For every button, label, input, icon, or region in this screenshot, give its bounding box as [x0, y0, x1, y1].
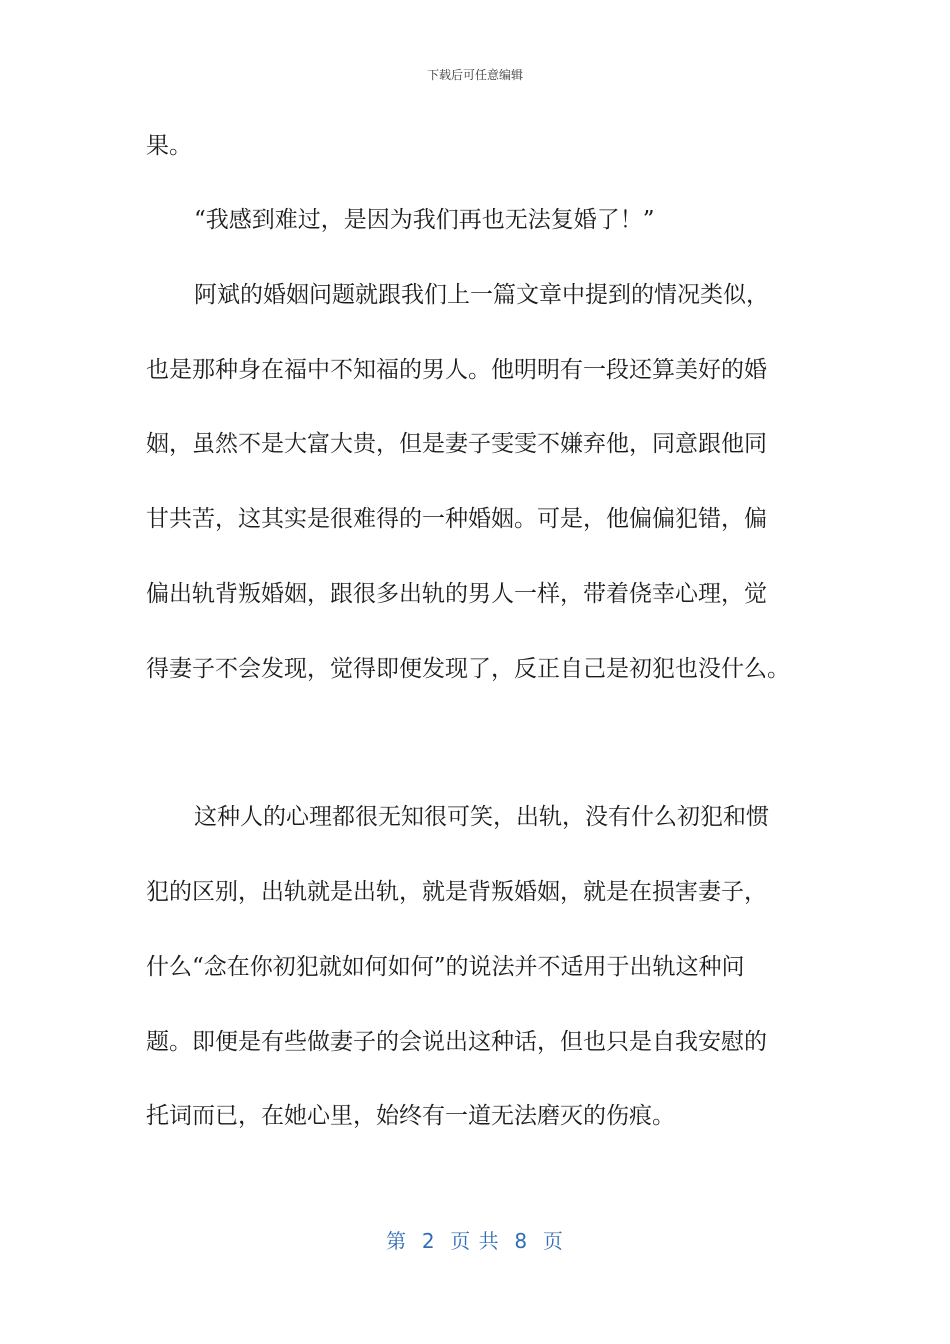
text-line: 姻，虽然不是大富大贵，但是妻子雯雯不嫌弃他，同意跟他同: [146, 431, 767, 457]
text-line: 也是那种身在福中不知福的男人。他明明有一段还算美好的婚: [146, 357, 767, 383]
text-line: 什么“念在你初犯就如何如何”的说法并不适用于出轨这种问: [146, 954, 745, 980]
text-line: 得妻子不会发现，觉得即便发现了，反正自己是初犯也没什么。: [146, 656, 790, 682]
text-line: 果。: [146, 133, 192, 159]
text-line: 甘共苦，这其实是很难得的一种婚姻。可是，他偏偏犯错，偏: [146, 506, 767, 532]
header-note: 下载后可任意编辑: [426, 68, 523, 82]
text-line: 偏出轨背叛婚姻，跟很多出轨的男人一样，带着侥幸心理，觉: [146, 581, 767, 607]
text-line: 这种人的心理都很无知很可笑，出轨，没有什么初犯和惯: [194, 804, 769, 830]
text-line: 托词而已，在她心里，始终有一道无法磨灭的伤痕。: [146, 1103, 675, 1129]
text-line: 题。即便是有些做妻子的会说出这种话，但也只是自我安慰的: [146, 1029, 767, 1055]
text-line: 犯的区别，出轨就是出轨，就是背叛婚姻，就是在损害妻子，: [146, 879, 767, 905]
page-number-footer: 第 2 页 共 8 页: [386, 1229, 564, 1253]
text-line: 阿斌的婚姻问题就跟我们上一篇文章中提到的情况类似，: [194, 282, 769, 308]
text-line: “我感到难过，是因为我们再也无法复婚了！”: [194, 207, 655, 233]
